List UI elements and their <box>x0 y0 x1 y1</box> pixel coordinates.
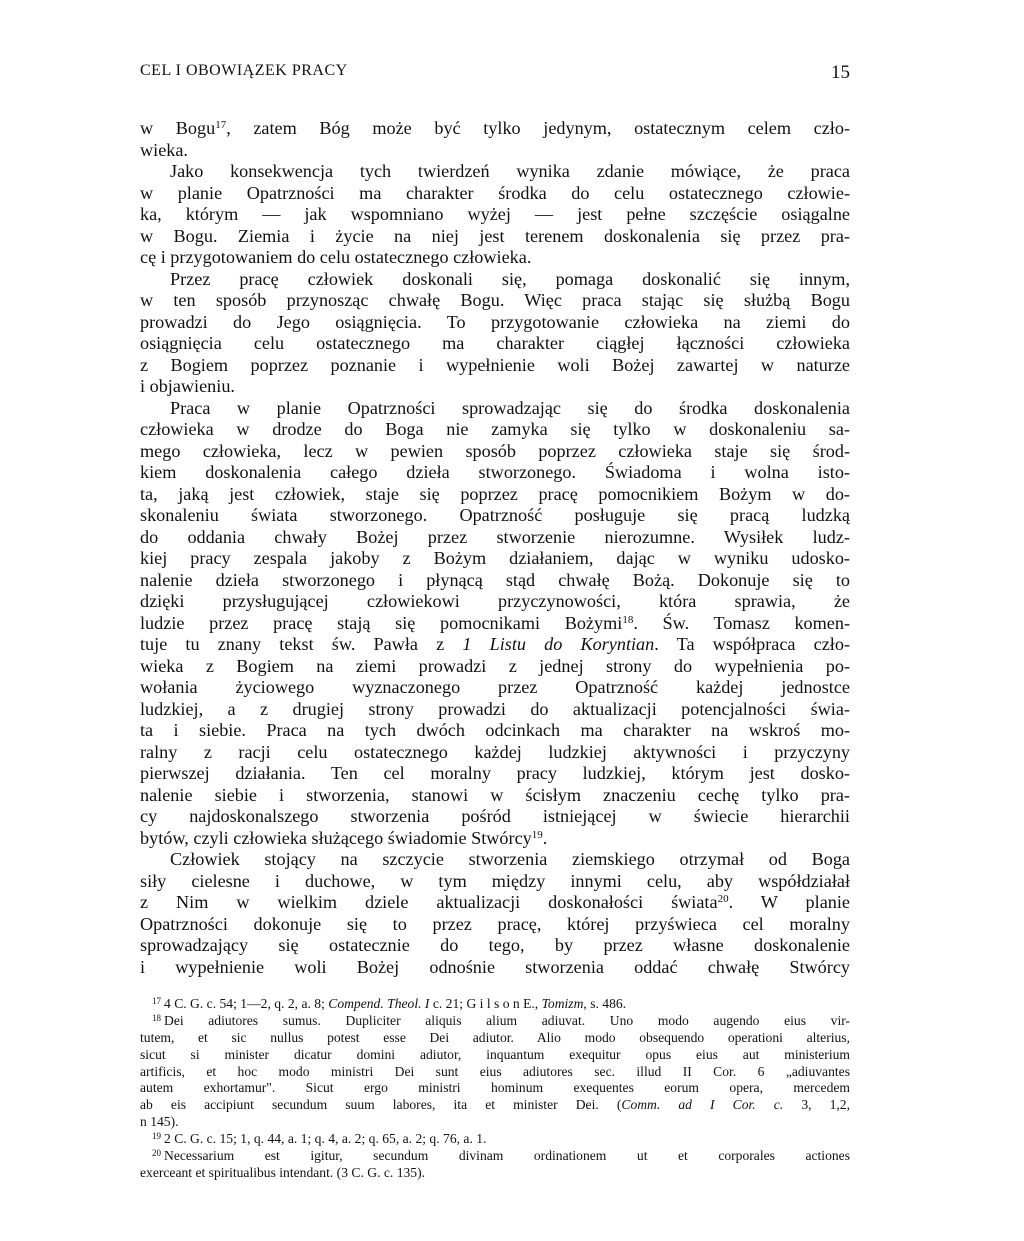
text-line <box>140 677 850 699</box>
line-text: Przez pracę człowiek doskonali się, pomaga doskonalić się innym, <box>170 268 850 289</box>
footnote-line <box>140 1131 850 1148</box>
text-line <box>140 290 850 312</box>
text-line <box>140 247 850 269</box>
page-number: 15 <box>831 62 850 83</box>
text-line <box>140 118 850 140</box>
text-line <box>140 742 850 764</box>
footnote-line <box>140 1165 850 1182</box>
line-text: cy najdoskonalszego stworzenia pośród istniejącej w świecie hierarchii <box>140 806 850 826</box>
text-line <box>140 892 850 914</box>
line-text: z Nim w wielkim dziele aktualizacji doskonałości świata <box>140 892 718 912</box>
line-text: wołania życiowego wyznaczonego przez Opatrzność każdej jednostce <box>140 677 850 697</box>
line-text: cę i przygotowaniem do celu ostatecznego człowieka. <box>140 247 532 267</box>
line-text: i objawieniu. <box>140 376 235 396</box>
footnote-text: n 145). <box>140 1114 179 1130</box>
footnotes <box>140 996 850 1182</box>
footnote-line <box>140 1097 850 1114</box>
text-line <box>140 570 850 592</box>
footnote-line <box>140 1064 850 1081</box>
line-text: Jako konsekwencja tych twierdzeń wynika zdanie mówiące, że praca <box>170 161 850 181</box>
line-text: osiągnięcia celu ostatecznego ma charakter ciągłej łączności człowieka <box>140 333 850 353</box>
text-line <box>140 226 850 248</box>
text-line <box>140 871 850 893</box>
footnote-ref: 19 <box>531 828 543 841</box>
line-text: prowadzi do Jego osiągnięcia. To przygotowanie człowieka na ziemi do <box>140 311 850 332</box>
text-line <box>140 161 850 183</box>
italic-title: 1 Listu do Koryntian <box>462 634 655 654</box>
line-text: kiej pracy zespala jakoby z Bożym działaniem, dając w wyniku udosko- <box>140 548 850 568</box>
italic-title: Compend. Theol. I <box>328 996 430 1011</box>
text-line <box>140 849 850 871</box>
line-text: tuje tu znany tekst św. Pawła z <box>140 634 463 654</box>
line-text: nalenie dzieła stworzonego i płynącą stąd chwałę Bożą. Dokonuje się to <box>140 569 850 590</box>
line-text: nalenie siebie i stworzenia, stanowi w ścisłym znaczeniu cechę tylko pra- <box>140 784 850 805</box>
text-line <box>140 806 850 828</box>
text-line <box>140 333 850 355</box>
text-line <box>140 398 850 420</box>
line-text: ta, jaką jest człowiek, staje się poprzez pracę pomocnikiem Bożym w do- <box>140 483 850 504</box>
line-text: ka, którym — jak wspomniano wyżej — jest pełne szczęście osiągalne <box>140 204 850 224</box>
line-text: człowieka w drodze do Boga nie zamyka się tylko w doskonaleniu sa- <box>140 419 850 439</box>
footnote-line <box>140 1047 850 1064</box>
footnote-ref: 20 <box>717 893 729 905</box>
line-text: , zatem Bóg może być tylko jedynym, ostatecznym celem czło- <box>226 118 851 138</box>
footnote-ref: 17 <box>215 119 227 131</box>
footnote-text: , s. 486. <box>583 996 627 1011</box>
line-text: w Bogu <box>140 118 216 138</box>
text-line <box>140 613 850 635</box>
line-text: do oddania chwały Bożej przez stworzenie nierozumne. Wysiłek ludz- <box>140 526 850 547</box>
line-text: wieka z Bogiem na ziemi prowadzi z jednej strony do wypełnienia po- <box>140 655 850 676</box>
line-text: . Ta współpraca czło- <box>654 634 850 654</box>
line-text: mego człowieka, lecz w pewien sposób poprzez człowieka staje się środ- <box>140 440 850 461</box>
line-text: kiem doskonalenia całego dzieła stworzonego. Świadoma i wolna isto- <box>140 462 850 482</box>
text-line <box>140 656 850 678</box>
text-line <box>140 828 850 850</box>
footnote-text: exerceant et spiritualibus intendant. (3 C. G. c. 135). <box>140 1164 426 1180</box>
text-line <box>140 957 850 979</box>
italic-title: Tomizm <box>541 996 584 1011</box>
line-text: pierwszej działania. Ten cel moralny pracy ludzkiej, którym jest dosko- <box>140 763 850 783</box>
text-line <box>140 548 850 570</box>
line-text: wieka. <box>140 139 188 160</box>
footnote-line <box>140 1148 850 1165</box>
line-text: . Św. Tomasz komen- <box>633 612 850 633</box>
text-line <box>140 355 850 377</box>
footnote-line <box>140 1114 850 1131</box>
text-line <box>140 462 850 484</box>
line-text: w planie Opatrzności ma charakter środka do celu ostatecznego człowie- <box>140 182 850 203</box>
running-title: CEL I OBOWIĄZEK PRACY <box>140 62 348 79</box>
text-line <box>140 505 850 527</box>
line-text: Człowiek stojący na szczycie stworzenia ziemskiego otrzymał od Boga <box>170 849 850 869</box>
line-text: ralny z racji celu ostatecznego każdej ludzkiej aktywności i przyczyny <box>140 741 850 762</box>
italic-title: Comm. ad I Cor. c. <box>621 1097 784 1113</box>
line-text: siły cielesne i duchowe, w tym między innymi celu, aby współdziałał <box>140 870 850 891</box>
footnote-number: 17 <box>152 996 161 1006</box>
footnote-line <box>140 1030 850 1047</box>
text-line <box>140 419 850 441</box>
line-text: dzięki przysługującej człowiekowi przyczynowości, która sprawia, że <box>140 591 850 611</box>
footnote-text: tutem, et sic nullus potest esse Dei adiutor. Alio modo obsequendo operationi alterius, <box>140 1029 850 1045</box>
footnote-text: 3, 1,2, <box>783 1097 850 1113</box>
running-header <box>140 62 850 88</box>
footnote-text: sicut si minister dicatur domini adiutor, inquantum exequitur opus eius aut ministerium <box>140 1046 850 1062</box>
text-line <box>140 140 850 162</box>
footnote-text: c. 21; G i l s o n E., <box>429 996 542 1011</box>
text-line <box>140 699 850 721</box>
line-text: z Bogiem poprzez poznanie i wypełnienie woli Bożej zawartej w naturze <box>140 354 850 375</box>
text-line <box>140 763 850 785</box>
footnote-line <box>140 1013 850 1030</box>
footnote-text: ab eis accipiunt secundum suum labores, ita et minister Dei. ( <box>140 1097 622 1113</box>
footnote-line <box>140 1080 850 1097</box>
footnote-text: 2 C. G. c. 15; 1, q. 44, a. 1; q. 4, a. 2; q. 65, a. 2; q. 76, a. 1. <box>164 1131 487 1147</box>
line-text: i wypełnienie woli Bożej odnośnie stworzenia oddać chwałę Stwórcy <box>140 956 850 977</box>
footnote-number: 18 <box>152 1012 161 1023</box>
footnote-ref: 18 <box>622 613 634 626</box>
footnote-text: 4 C. G. c. 54; 1—2, q. 2, a. 8; <box>164 996 329 1011</box>
footnote-text: Dei adiutores sumus. Dupliciter aliquis alium adiuvat. Uno modo augendo eius vir- <box>164 1012 850 1028</box>
footnote-text: autem exhortamur". Sicut ergo ministri hominum exequentes eorum opera, mercedem <box>140 1080 850 1096</box>
line-text: bytów, czyli człowieka służącego świadomie Stwórcy <box>140 827 532 848</box>
text-line <box>140 591 850 613</box>
line-text: skonaleniu świata stworzonego. Opatrzność posługuje się pracą ludzką <box>140 505 850 525</box>
line-text: ludzie przez pracę stają się pomocnikami Bożymi <box>140 612 623 633</box>
line-text: ta i siebie. Praca na tych dwóch odcinkach ma charakter na wskroś mo- <box>140 720 850 740</box>
text-line <box>140 720 850 742</box>
line-text: . <box>542 827 548 848</box>
line-text: ludzkiej, a z drugiej strony prowadzi do aktualizacji potencjalności świa- <box>140 698 850 719</box>
line-text: Praca w planie Opatrzności sprowadzając się do środka doskonalenia <box>170 397 850 418</box>
footnote-number: 19 <box>152 1131 161 1142</box>
text-line <box>140 312 850 334</box>
main-text <box>140 118 850 978</box>
footnote-text: Necessarium est igitur, secundum divinam ordinationem ut et corporales actiones <box>164 1148 850 1164</box>
line-text: w Bogu. Ziemia i życie na niej jest terenem doskonalenia się przez pra- <box>140 225 850 246</box>
line-text: sprowadzający się ostatecznie do tego, by przez własne doskonalenie <box>140 935 850 955</box>
text-line <box>140 935 850 957</box>
text-line <box>140 204 850 226</box>
text-line <box>140 634 850 656</box>
text-line <box>140 785 850 807</box>
text-line <box>140 376 850 398</box>
footnote-line <box>140 996 850 1013</box>
text-line <box>140 914 850 936</box>
footnote-text: artificis, et hoc modo ministri Dei sunt eius adiutores sec. illud II Cor. 6 „adiuvantes <box>140 1063 850 1079</box>
line-text: Opatrzności dokonuje się to przez pracę, której przyświeca cel moralny <box>140 913 850 934</box>
text-line <box>140 183 850 205</box>
text-line <box>140 269 850 291</box>
line-text: w ten sposób przynosząc chwałę Bogu. Więc praca stając się służbą Bogu <box>140 290 850 310</box>
text-line <box>140 441 850 463</box>
text-line <box>140 527 850 549</box>
line-text: . W planie <box>728 892 850 912</box>
footnote-number: 20 <box>152 1148 161 1159</box>
text-line <box>140 484 850 506</box>
